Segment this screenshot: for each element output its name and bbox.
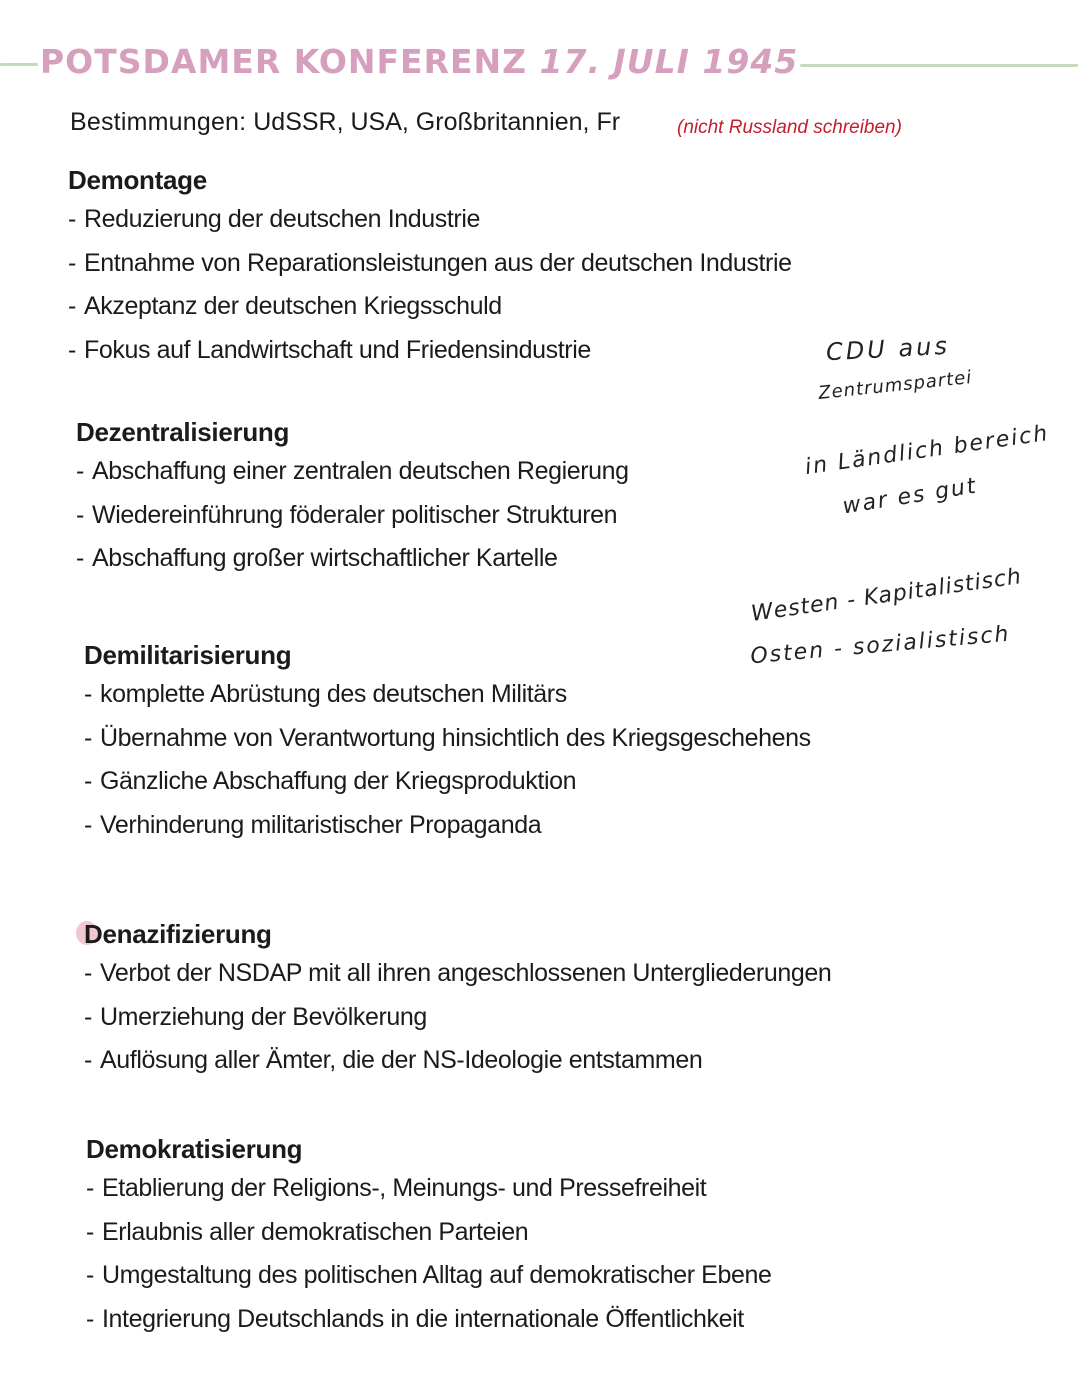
section-list (86, 1167, 771, 1341)
section-denazifizierung (84, 916, 831, 1083)
list-item-text: Gänzliche Abschaffung der Kriegsproduktion (100, 767, 577, 795)
list-item: - Fokus auf Landwirtschaft und Friedensindustrie (68, 335, 591, 364)
section-demokratisierung (86, 1131, 771, 1341)
list-item-text: Abschaffung einer zentralen deutschen Regierung (92, 457, 629, 485)
section-list (68, 198, 792, 372)
list-item: - Verbot der NSDAP mit all ihren angeschlossenen Untergliederungen (84, 959, 832, 987)
section-title (86, 1131, 302, 1167)
list-item: - Abschaffung großer wirtschaftlicher Kartelle (76, 544, 558, 572)
list-item-text: Abschaffung großer wirtschaftlicher Kartelle (92, 544, 558, 572)
list-item-text: Integrierung Deutschlands in die internationale Öffentlichkeit (102, 1304, 744, 1333)
section-title-text: Demilitarisierung (84, 640, 292, 670)
section-demilitarisierung (84, 637, 811, 847)
list-item-text: Wiedereinführung föderaler politischer Strukturen (92, 500, 618, 529)
list-item: - Umgestaltung des politischen Alltag auf demokratischer Ebene (86, 1261, 772, 1289)
title-divider-left (0, 63, 38, 66)
list-item-text: Akzeptanz der deutschen Kriegsschuld (84, 292, 502, 320)
side-note-zentrumspartei: Zentrumspartei (817, 366, 974, 405)
list-item: - Reduzierung der deutschen Industrie (68, 205, 480, 233)
list-item-text: Etablierung der Religions-, Meinungs- und Pressefreiheit (102, 1174, 707, 1202)
list-item: - Abschaffung einer zentralen deutschen Regierung (76, 457, 629, 485)
list-item: - komplette Abrüstung des deutschen Militärs (84, 680, 567, 708)
section-demontage (68, 162, 792, 372)
section-list (76, 450, 629, 581)
list-item-text: Umgestaltung des politischen Alltag auf demokratischer Ebene (102, 1261, 772, 1289)
side-note-rural: in Ländlich bereich (803, 420, 1051, 481)
title-text: POTSDAMER KONFERENZ (40, 42, 528, 81)
list-item-text: Entnahme von Reparationsleistungen aus der deutschen Industrie (84, 248, 792, 277)
page-title (40, 36, 800, 88)
side-note-cdu: CDU aus (825, 331, 951, 367)
list-item-text: Übernahme von Verantwortung hinsichtlich des Kriegsgeschehens (100, 723, 811, 752)
section-list (84, 673, 811, 847)
section-title-text: Dezentralisierung (76, 417, 290, 447)
list-item: - Akzeptanz der deutschen Kriegsschuld (68, 292, 502, 320)
section-title-text: Denazifizierung (84, 919, 272, 949)
list-item-text: Verhinderung militaristischer Propaganda (100, 810, 542, 839)
list-item: - Etablierung der Religions-, Meinungs- und Pressefreiheit (86, 1174, 707, 1202)
list-item-text: Erlaubnis aller demokratischen Parteien (102, 1217, 529, 1246)
section-dezentralisierung (76, 414, 629, 581)
title-divider-right (800, 64, 1078, 67)
list-item: - Gänzliche Abschaffung der Kriegsproduktion (84, 767, 577, 795)
list-item: - Übernahme von Verantwortung hinsichtlich des Kriegsgeschehens (84, 723, 811, 752)
side-note-west: Westen - Kapitalistisch (749, 564, 1024, 627)
members-line (70, 108, 620, 137)
title-date: 17. JULI 1945 (539, 42, 799, 81)
section-title (76, 414, 289, 450)
list-item-text: Auflösung aller Ämter, die der NS-Ideologie entstammen (100, 1046, 703, 1074)
list-item-text: Reduzierung der deutschen Industrie (84, 205, 480, 233)
list-item-text: komplette Abrüstung des deutschen Militärs (100, 680, 567, 708)
list-item-text: Umerziehung der Bevölkerung (100, 1002, 427, 1031)
list-item-text: Verbot der NSDAP mit all ihren angeschlossenen Untergliederungen (100, 959, 832, 987)
list-item-text: Fokus auf Landwirtschaft und Friedensindustrie (84, 335, 591, 364)
list-item: - Entnahme von Reparationsleistungen aus der deutschen Industrie (68, 248, 792, 277)
section-title-text: Demontage (68, 165, 207, 195)
list-item: - Wiedereinführung föderaler politischer Strukturen (76, 500, 618, 529)
list-item: - Verhinderung militaristischer Propaganda (84, 810, 542, 839)
list-item: - Umerziehung der Bevölkerung (84, 1002, 427, 1031)
members-label: Bestimmungen: (70, 108, 247, 136)
members-value: UdSSR, USA, Großbritannien, Fr (253, 108, 621, 136)
red-note: (nicht Russland schreiben) (677, 117, 902, 138)
section-title-text: Demokratisierung (86, 1134, 303, 1164)
section-list (84, 952, 831, 1083)
side-note-rural-2: war es gut (840, 473, 980, 520)
list-item: - Auflösung aller Ämter, die der NS-Ideologie entstammen (84, 1046, 703, 1074)
section-title (68, 162, 207, 198)
side-note-east: Osten - sozialistisch (749, 621, 1012, 670)
list-item: - Integrierung Deutschlands in die internationale Öffentlichkeit (86, 1304, 744, 1333)
section-title (84, 637, 291, 673)
list-item: - Erlaubnis aller demokratischen Parteien (86, 1217, 529, 1246)
section-title (84, 916, 272, 952)
